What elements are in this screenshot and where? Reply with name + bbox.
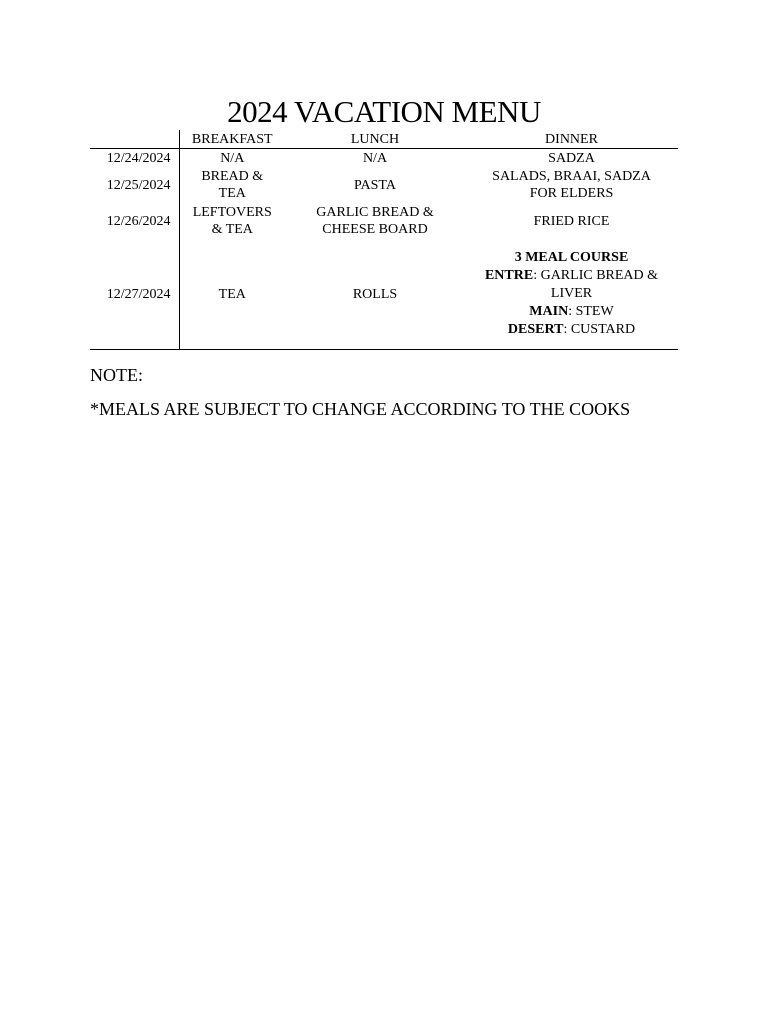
- main-label: MAIN: [529, 304, 569, 319]
- table-row: [90, 203, 678, 239]
- dinner-cell: FRIED RICE: [533, 213, 610, 229]
- entre-value-continued: LIVER: [550, 286, 593, 301]
- dinner-line: SALADS, BRAAI, SADZA: [492, 169, 651, 184]
- lunch-line: CHEESE BOARD: [322, 222, 428, 237]
- entre-value: : GARLIC BREAD &: [533, 268, 659, 283]
- breakfast-cell: N/A: [220, 150, 245, 166]
- lunch-line: GARLIC BREAD &: [316, 205, 434, 220]
- footnote-text: *MEALS ARE SUBJECT TO CHANGE ACCORDING TO THE COOKS: [90, 399, 631, 419]
- breakfast-cell: [179, 167, 285, 203]
- header-lunch: LUNCH: [285, 130, 465, 149]
- dinner-course-block: [467, 247, 676, 341]
- lunch-cell: N/A: [362, 150, 388, 166]
- course-heading: 3 MEAL COURSE: [514, 250, 629, 265]
- entre-line: [467, 267, 676, 285]
- header-date: [90, 130, 179, 149]
- desert-line: [467, 321, 676, 339]
- lunch-cell: ROLLS: [285, 239, 465, 350]
- breakfast-cell: TEA: [179, 239, 285, 350]
- date-cell: 12/26/2024: [90, 203, 179, 239]
- breakfast-line: LEFTOVERS: [192, 205, 272, 220]
- dinner-cell: [465, 167, 678, 203]
- date-cell: 12/27/2024: [90, 239, 179, 350]
- entre-label: ENTRE: [484, 268, 534, 283]
- table-row: [90, 149, 678, 168]
- table-row: [90, 239, 678, 350]
- dinner-cell: [465, 239, 678, 350]
- date-cell: 12/24/2024: [90, 149, 179, 168]
- desert-label: DESERT: [507, 322, 564, 337]
- lunch-cell: [285, 203, 465, 239]
- main-line: [467, 303, 676, 321]
- desert-value: : CUSTARD: [563, 322, 636, 337]
- main-value: : STEW: [568, 304, 614, 319]
- header-breakfast: BREAKFAST: [179, 130, 285, 149]
- breakfast-cell: [179, 203, 285, 239]
- breakfast-line: TEA: [218, 186, 246, 201]
- menu-table: [90, 130, 678, 350]
- note-label: NOTE:: [90, 365, 143, 385]
- date-cell: 12/25/2024: [90, 167, 179, 203]
- table-row: [90, 167, 678, 203]
- lunch-cell: PASTA: [354, 177, 396, 193]
- dinner-cell: SADZA: [548, 150, 595, 166]
- dinner-line: FOR ELDERS: [529, 186, 614, 201]
- page-title: 2024 VACATION MENU: [227, 94, 541, 129]
- header-dinner: DINNER: [465, 130, 678, 149]
- breakfast-line: BREAD &: [201, 169, 264, 184]
- breakfast-line: & TEA: [211, 222, 253, 237]
- table-header-row: [90, 130, 678, 149]
